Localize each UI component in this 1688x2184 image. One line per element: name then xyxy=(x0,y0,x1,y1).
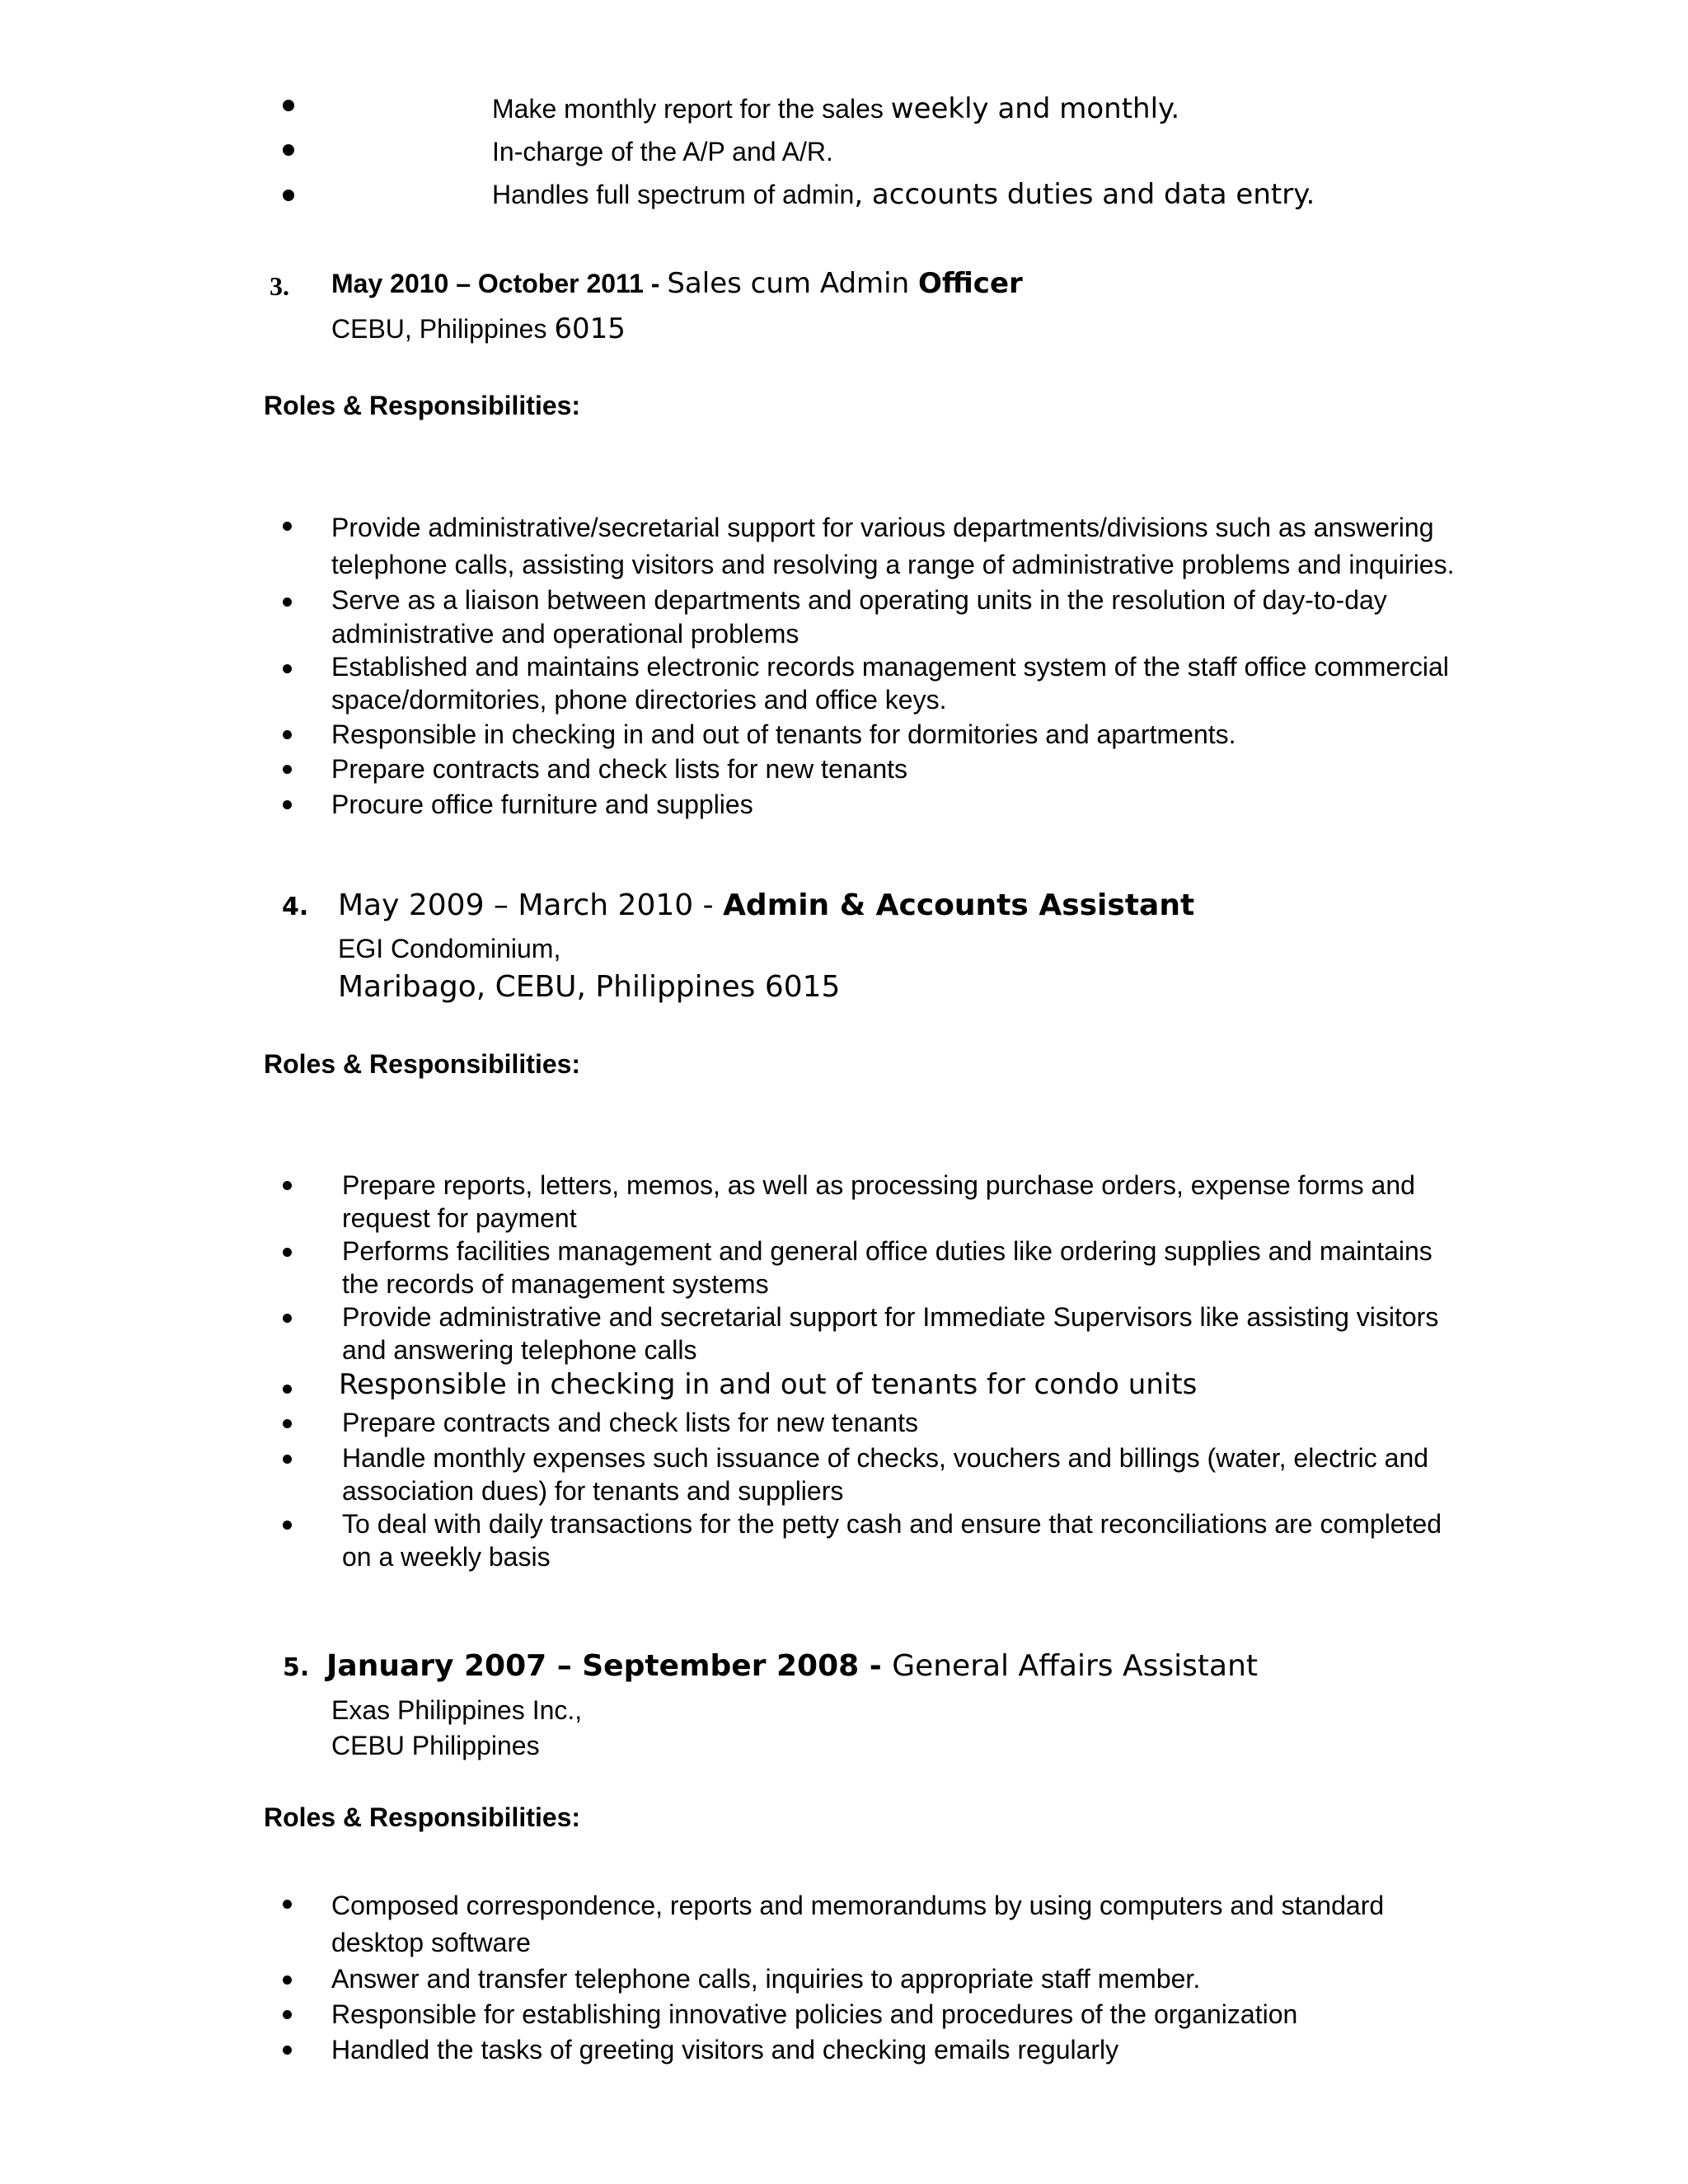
job5-bullet-2: Answer and transfer telephone calls, inquiries to appropriate staff member. xyxy=(331,1964,1201,1994)
job3-bullet-4: Responsible in checking in and out of tenants for dormitories and apartments. xyxy=(331,719,1236,749)
job3-bullet-6: Procure office furniture and supplies xyxy=(331,790,753,819)
bullet-text: on a weekly basis xyxy=(342,1542,551,1572)
bullet-dot xyxy=(283,100,294,111)
job3-bullet-2 xyxy=(331,583,1387,651)
bullet-text: Provide administrative and secretarial support for Immediate Supervisors like assisting visitors xyxy=(342,1302,1439,1332)
bullet-dot xyxy=(283,765,292,774)
job5-bullet-4: Handled the tasks of greeting visitors and checking emails regularly xyxy=(331,2035,1119,2064)
bullet-text: , accounts duties and data entry. xyxy=(854,178,1315,211)
bullet-dot xyxy=(283,598,292,607)
bullet-dot xyxy=(283,2010,292,2019)
bullet-dot xyxy=(283,1521,292,1530)
bullet-text: Established and maintains electronic records management system of the staff office commercial xyxy=(331,652,1449,682)
bullet-text: association dues) for tenants and suppliers xyxy=(342,1476,844,1506)
bullet-dot xyxy=(283,1314,292,1323)
bullet-dot xyxy=(283,730,292,739)
job4-bullet-6 xyxy=(342,1441,1428,1507)
bullet-dot xyxy=(283,1455,292,1464)
roles-heading: Roles & Responsibilities: xyxy=(264,1802,581,1832)
bullet-text: desktop software xyxy=(331,1928,531,1957)
intro-bullet-1 xyxy=(492,92,1179,125)
location: 6015 xyxy=(554,312,626,345)
bullet-dot xyxy=(283,1419,292,1428)
intro-bullet-3 xyxy=(492,178,1315,211)
bullet-dot xyxy=(283,800,292,809)
job4-bullet-3 xyxy=(342,1301,1438,1366)
bullet-text: To deal with daily transactions for the petty cash and ensure that reconciliations are completed xyxy=(342,1509,1442,1539)
job4-bullet-2 xyxy=(342,1235,1432,1301)
bullet-dot xyxy=(283,1385,292,1394)
job-number: 5. xyxy=(283,1653,310,1682)
bullet-dot xyxy=(283,1248,292,1257)
bullet-text: space/dormitories, phone directories and office keys. xyxy=(331,685,947,715)
bullet-dot xyxy=(283,1900,292,1909)
bullet-dot xyxy=(283,190,294,201)
job4-heading xyxy=(338,888,1194,923)
bullet-text: Make monthly report for the sales xyxy=(492,94,891,124)
bullet-text: and answering telephone calls xyxy=(342,1335,697,1365)
job4-bullet-4: Responsible in checking in and out of tenants for condo units xyxy=(339,1368,1198,1401)
location: Maribago, CEBU, Philippines 6015 xyxy=(338,970,841,1004)
job3-location xyxy=(331,312,626,352)
bullet-text: Prepare reports, letters, memos, as well as processing purchase orders, expense forms and xyxy=(342,1170,1415,1200)
job-dates: May 2010 – October 2011 - xyxy=(331,269,668,298)
job-number: 3. xyxy=(270,271,289,301)
bullet-dot xyxy=(283,664,292,673)
bullet-dot xyxy=(283,522,292,531)
bullet-dot xyxy=(283,2046,292,2055)
bullet-text: Composed correspondence, reports and memorandums by using computers and standard xyxy=(331,1891,1385,1920)
bullet-text: telephone calls, assisting visitors and resolving a range of administrative problems and inquiries. xyxy=(331,550,1455,579)
bullet-dot xyxy=(283,1181,292,1190)
bullet-text: weekly and monthly. xyxy=(890,92,1180,125)
bullet-text: Serve as a liaison between departments and operating units in the resolution of day-to-day xyxy=(331,585,1387,615)
job3-bullet-5: Prepare contracts and check lists for new tenants xyxy=(331,754,908,784)
job-title: Admin & Accounts Assistant xyxy=(723,888,1195,922)
intro-bullet-2 xyxy=(492,135,833,168)
job3-heading xyxy=(331,265,1023,307)
job5-bullet-1 xyxy=(331,1887,1384,1961)
job4-bullet-5: Prepare contracts and check lists for new tenants xyxy=(342,1408,919,1437)
bullet-text: administrative and operational problems xyxy=(331,619,799,649)
bullet-text: the records of management systems xyxy=(342,1269,769,1299)
bullet-dot xyxy=(283,1975,292,1985)
job-dates: May 2009 – March 2010 - xyxy=(338,888,724,922)
bullet-text: request for payment xyxy=(342,1203,577,1233)
job-title: General Affairs Assistant xyxy=(892,1649,1258,1683)
bullet-text: Handle monthly expenses such issuance of checks, vouchers and billings (water, electric and xyxy=(342,1443,1429,1473)
roles-heading: Roles & Responsibilities: xyxy=(264,391,581,420)
location: CEBU Philippines xyxy=(331,1731,540,1760)
bullet-dot xyxy=(283,144,294,156)
job-dates: January 2007 – September 2008 - xyxy=(326,1649,893,1683)
roles-heading: Roles & Responsibilities: xyxy=(264,1049,581,1079)
job-title: Sales cum Admin xyxy=(667,267,918,300)
job5-heading xyxy=(326,1649,1258,1684)
job4-bullet-7 xyxy=(342,1507,1442,1573)
job-number: 4. xyxy=(282,893,309,921)
bullet-text: Handles full spectrum of admin xyxy=(492,180,855,209)
bullet-text: Performs facilities management and general office duties like ordering supplies and maintains xyxy=(342,1236,1432,1266)
bullet-text: In-charge of the A/P and A/R. xyxy=(492,137,833,166)
job5-bullet-3: Responsible for establishing innovative policies and procedures of the organization xyxy=(331,1999,1298,2029)
job3-bullet-1 xyxy=(331,509,1454,583)
job3-bullet-3 xyxy=(331,650,1449,716)
job-title: Officer xyxy=(917,267,1023,300)
location: CEBU, Philippines xyxy=(331,314,555,344)
bullet-text: Provide administrative/secretarial support for various departments/divisions such as answering xyxy=(331,513,1434,542)
job4-bullet-1 xyxy=(342,1169,1415,1235)
company-name: Exas Philippines Inc., xyxy=(331,1695,583,1725)
company-name: EGI Condominium, xyxy=(338,934,561,963)
